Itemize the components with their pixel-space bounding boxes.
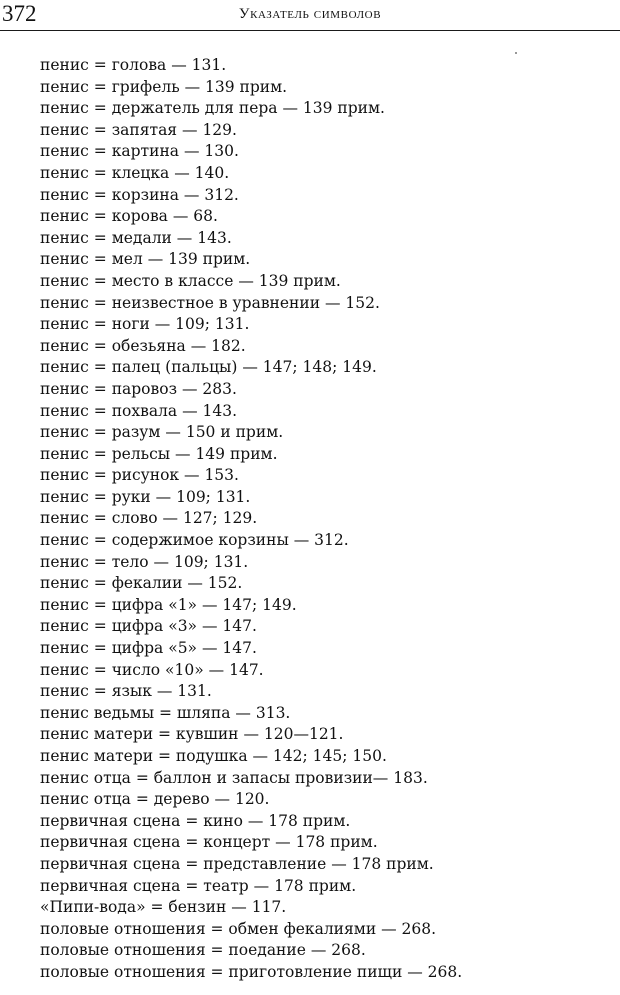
index-entry: пенис отца = баллон и запасы провизии— 183. bbox=[40, 768, 428, 787]
index-entry: пенис = фекалии — 152. bbox=[40, 574, 243, 593]
index-entry: пенис = разум — 150 и прим. bbox=[40, 423, 284, 442]
index-entry: пенис ведьмы = шляпа — 313. bbox=[40, 703, 291, 722]
index-entry: пенис = медали — 143. bbox=[40, 228, 232, 247]
index-entry: пенис отца = дерево — 120. bbox=[40, 790, 270, 809]
index-entry: пенис = руки — 109; 131. bbox=[40, 487, 251, 506]
index-entry: пенис = ноги — 109; 131. bbox=[40, 315, 250, 334]
index-entry: пенис = слово — 127; 129. bbox=[40, 509, 258, 528]
index-entry: пенис = содержимое корзины — 312. bbox=[40, 531, 349, 550]
page-number: 372 bbox=[2, 1, 37, 26]
index-entry: пенис = картина — 130. bbox=[40, 142, 239, 161]
page-header bbox=[0, 0, 620, 31]
running-head-title: Указатель символов bbox=[238, 6, 382, 22]
index-entry: первичная сцена = представление — 178 прим. bbox=[40, 854, 434, 873]
index-entry: пенис = рисунок — 153. bbox=[40, 466, 239, 485]
index-entry: пенис матери = подушка — 142; 145; 150. bbox=[40, 747, 387, 765]
index-entry: первичная сцена = театр — 178 прим. bbox=[40, 876, 357, 895]
index-entry: пенис = обезьяна — 182. bbox=[40, 336, 246, 355]
index-entry: пенис = паровоз — 283. bbox=[40, 379, 237, 398]
index-entry: пенис = число «10» — 147. bbox=[40, 660, 264, 679]
index-entry: пенис = неизвестное в уравнении — 152. bbox=[40, 293, 380, 312]
index-entry: пенис матери = кувшин — 120—121. bbox=[40, 725, 344, 744]
index-entry: первичная сцена = кино — 178 прим. bbox=[40, 811, 351, 830]
index-entry: пенис = рельсы — 149 прим. bbox=[40, 444, 278, 463]
index-entry: первичная сцена = концерт — 178 прим. bbox=[40, 833, 378, 852]
index-entry: пенис = голова — 131. bbox=[40, 56, 227, 74]
index-entry: пенис = мел — 139 прим. bbox=[40, 250, 251, 269]
index-entry: пенис = грифель — 139 прим. bbox=[40, 77, 288, 96]
index-entry: пенис = корова — 68. bbox=[40, 207, 218, 226]
index-entry: половые отношения = приготовление пищи — 268. bbox=[40, 962, 463, 981]
index-entry: пенис = палец (пальцы) — 147; 148; 149. bbox=[40, 358, 377, 377]
index-entry: «Пипи-вода» = бензин — 117. bbox=[40, 898, 287, 917]
index-entry: пенис = цифра «5» — 147. bbox=[40, 639, 257, 658]
index-entry: половые отношения = обмен фекалиями — 268. bbox=[40, 919, 437, 938]
index-entry: половые отношения = поедание — 268. bbox=[40, 941, 366, 960]
index-entry: пенис = похвала — 143. bbox=[40, 401, 238, 420]
index-entry: пенис = клецка — 140. bbox=[40, 163, 230, 182]
index-entry: пенис = корзина — 312. bbox=[40, 185, 239, 204]
index-entry: пенис = цифра «3» — 147. bbox=[40, 617, 257, 636]
index-entry: пенис = запятая — 129. bbox=[40, 120, 237, 139]
index-entry: пенис = цифра «1» — 147; 149. bbox=[40, 595, 297, 614]
index-entry: пенис = место в классе — 139 прим. bbox=[40, 271, 341, 290]
index-entry: пенис = язык — 131. bbox=[40, 682, 212, 701]
index-entry: пенис = держатель для пера — 139 прим. bbox=[40, 99, 385, 118]
print-speck bbox=[515, 52, 517, 54]
index-entry: пенис = тело — 109; 131. bbox=[40, 552, 249, 571]
index-entry-list bbox=[40, 55, 462, 984]
